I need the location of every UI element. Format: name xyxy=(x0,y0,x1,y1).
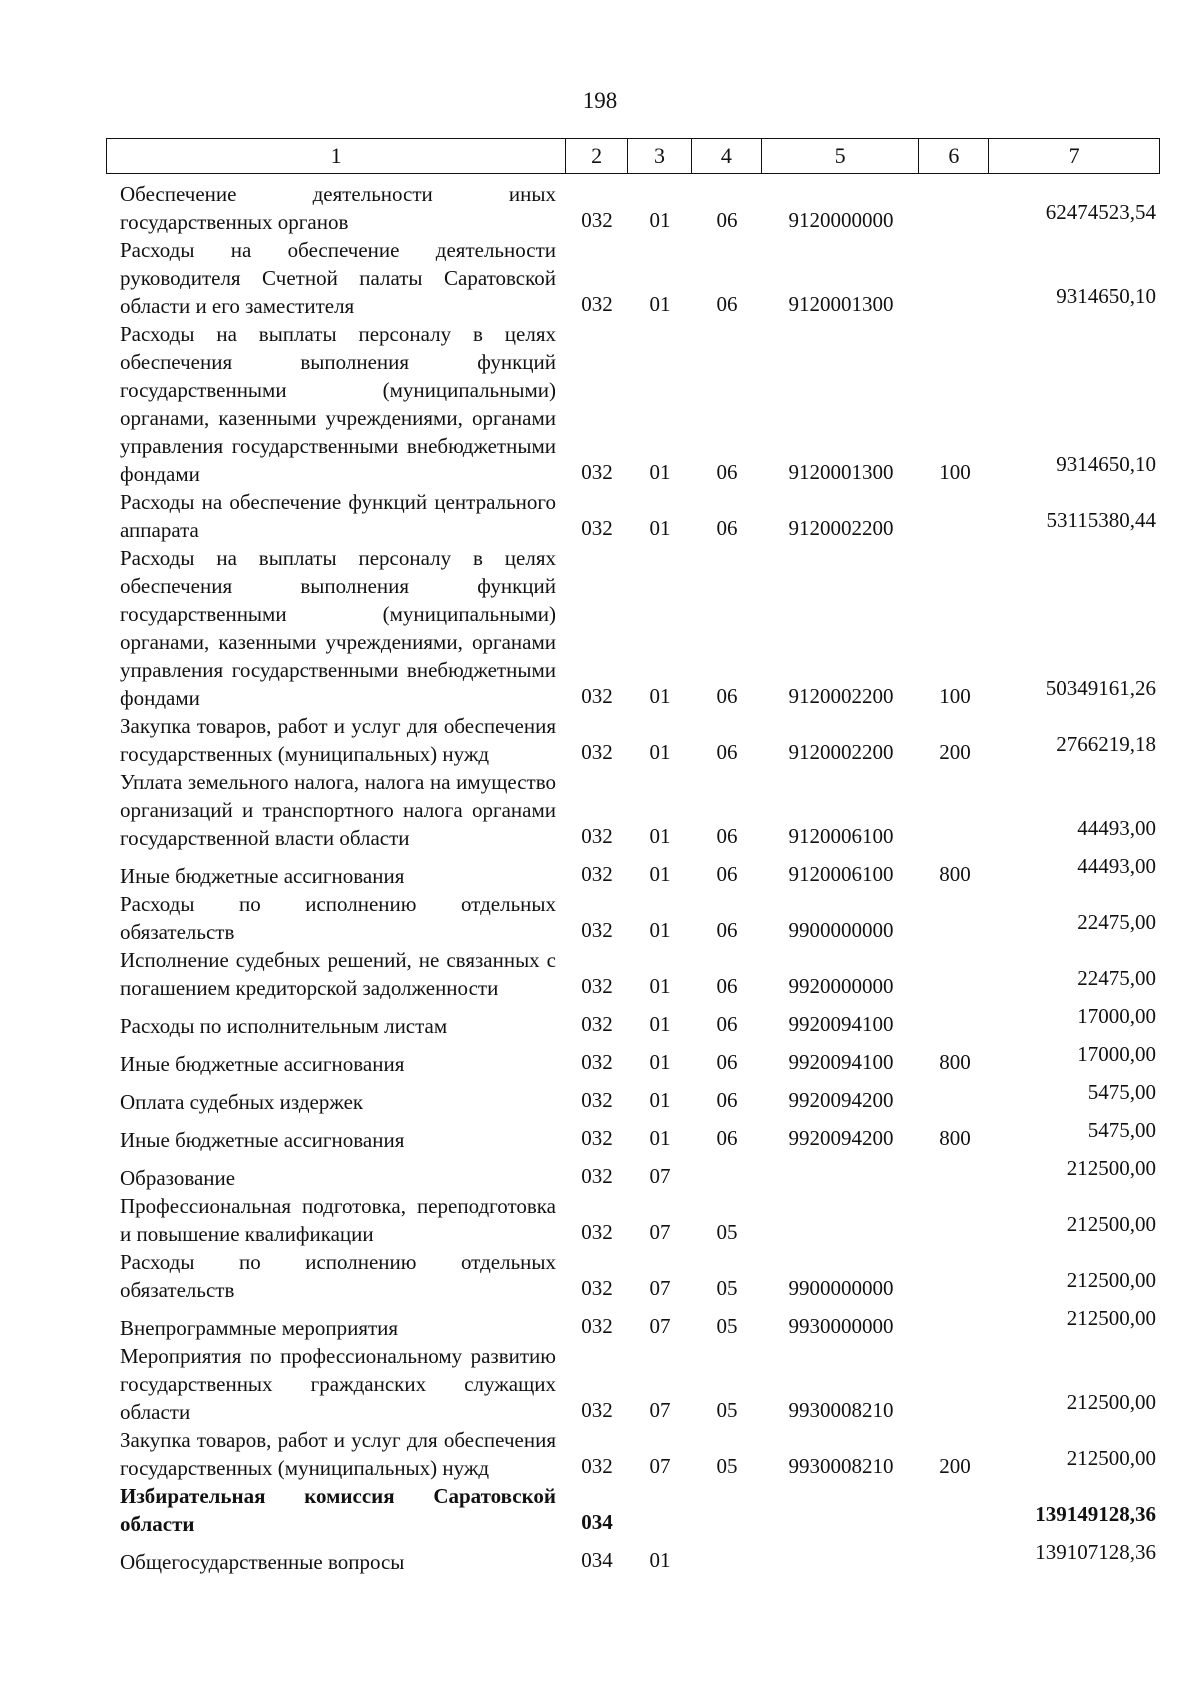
row-amount: 139107128,36 xyxy=(1035,1540,1156,1564)
row-code-4: 06 xyxy=(716,862,738,886)
row-code-2: 032 xyxy=(581,1088,613,1112)
row-code-4: 06 xyxy=(716,460,738,484)
row-code-3: 07 xyxy=(649,1398,671,1422)
row-code-5: 9120006100 xyxy=(788,824,894,848)
table-row xyxy=(106,1192,1160,1248)
row-code-3: 01 xyxy=(649,918,671,942)
row-code-6: 800 xyxy=(939,1126,971,1150)
row-code-3: 01 xyxy=(649,1012,671,1036)
row-amount: 212500,00 xyxy=(1066,1268,1156,1292)
table-row xyxy=(106,768,1160,852)
row-code-2: 032 xyxy=(581,1314,613,1338)
row-code-3: 01 xyxy=(649,516,671,540)
row-code-5: 9120002200 xyxy=(788,516,894,540)
row-code-6: 800 xyxy=(939,1050,971,1074)
row-code-2: 032 xyxy=(581,1454,613,1478)
table-row xyxy=(106,1426,1160,1482)
row-code-5 xyxy=(762,1246,920,1248)
row-code-5: 9120001300 xyxy=(788,292,894,316)
row-code-2: 034 xyxy=(581,1510,613,1534)
row-code-5: 9930000000 xyxy=(788,1314,894,1338)
row-code-2: 032 xyxy=(581,460,613,484)
table-row xyxy=(106,1154,1160,1192)
row-code-3: 01 xyxy=(649,1050,671,1074)
row-name: Иные бюджетные ассигнования xyxy=(120,1052,405,1076)
header-cell-5: 5 xyxy=(762,139,920,173)
row-code-3: 01 xyxy=(649,208,671,232)
row-code-5 xyxy=(762,1536,920,1538)
table-row xyxy=(106,320,1160,488)
row-code-3: 07 xyxy=(649,1276,671,1300)
row-code-2: 032 xyxy=(581,1126,613,1150)
row-code-5: 9920094100 xyxy=(788,1050,894,1074)
row-code-6 xyxy=(920,1574,990,1576)
row-code-3: 01 xyxy=(649,974,671,998)
row-code-3: 07 xyxy=(649,1164,671,1188)
row-code-6 xyxy=(920,1190,990,1192)
header-cell-1: 1 xyxy=(107,139,566,173)
row-amount: 212500,00 xyxy=(1066,1156,1156,1180)
row-amount: 9314650,10 xyxy=(1056,452,1156,476)
header-cell-6: 6 xyxy=(919,139,989,173)
table-row xyxy=(106,236,1160,320)
row-code-5 xyxy=(762,1190,920,1192)
row-amount: 62474523,54 xyxy=(1045,200,1156,224)
row-amount: 17000,00 xyxy=(1077,1042,1156,1066)
row-name: Оплата судебных издержек xyxy=(120,1090,364,1114)
header-cell-3: 3 xyxy=(628,139,692,173)
row-code-5: 9120002200 xyxy=(788,740,894,764)
row-name: Расходы по исполнению отдельных обязательств xyxy=(120,892,556,944)
row-code-2: 032 xyxy=(581,292,613,316)
row-code-6 xyxy=(920,1000,990,1002)
row-code-6 xyxy=(920,850,990,852)
row-code-5: 9930008210 xyxy=(788,1454,894,1478)
row-code-6 xyxy=(920,1340,990,1342)
row-code-6 xyxy=(920,944,990,946)
row-code-4: 06 xyxy=(716,824,738,848)
row-amount: 139149128,36 xyxy=(1035,1502,1156,1526)
row-code-4: 06 xyxy=(716,1126,738,1150)
row-code-6 xyxy=(920,542,990,544)
row-code-6 xyxy=(920,234,990,236)
row-code-2: 032 xyxy=(581,1012,613,1036)
row-code-3: 01 xyxy=(649,292,671,316)
table-row xyxy=(106,1002,1160,1040)
row-name: Расходы на выплаты персоналу в целях обеспечения выполнения функций государственными (муниципальными) органами, казенными учреждениями, органами управления государственными внебюджетными фондами xyxy=(120,322,556,486)
row-code-2: 032 xyxy=(581,740,613,764)
table-row xyxy=(106,1248,1160,1304)
table-row xyxy=(106,180,1160,236)
row-code-2: 032 xyxy=(581,516,613,540)
row-amount: 44493,00 xyxy=(1077,816,1156,840)
row-code-4: 05 xyxy=(716,1454,738,1478)
row-code-2: 032 xyxy=(581,1050,613,1074)
table-row xyxy=(106,1116,1160,1154)
row-amount: 212500,00 xyxy=(1066,1390,1156,1414)
row-amount: 22475,00 xyxy=(1077,910,1156,934)
header-cell-7: 7 xyxy=(1068,143,1080,168)
row-amount: 2766219,18 xyxy=(1056,732,1156,756)
row-code-4: 06 xyxy=(716,516,738,540)
row-code-6: 200 xyxy=(939,740,971,764)
row-name: Исполнение судебных решений, не связанных с погашением кредиторской задолженности xyxy=(120,948,556,1000)
row-name: Иные бюджетные ассигнования xyxy=(120,864,405,888)
row-code-4: 06 xyxy=(716,974,738,998)
row-amount: 22475,00 xyxy=(1077,966,1156,990)
row-amount: 5475,00 xyxy=(1087,1118,1156,1142)
row-code-2: 032 xyxy=(581,208,613,232)
row-code-4: 05 xyxy=(716,1220,738,1244)
table-row xyxy=(106,852,1160,890)
row-code-3: 01 xyxy=(649,684,671,708)
table-body xyxy=(106,180,1160,1576)
row-code-2: 032 xyxy=(581,862,613,886)
row-name: Избирательная комиссия Саратовской области xyxy=(120,1484,556,1536)
row-name: Расходы на обеспечение деятельности руководителя Счетной палаты Саратовской области и его заместителя xyxy=(120,238,556,318)
row-code-4: 06 xyxy=(716,208,738,232)
row-code-4 xyxy=(692,1574,762,1576)
row-code-5: 9120000000 xyxy=(788,208,894,232)
table-row xyxy=(106,1342,1160,1426)
row-code-5: 9120006100 xyxy=(788,862,894,886)
table-row xyxy=(106,1538,1160,1576)
row-code-3: 01 xyxy=(649,740,671,764)
row-code-5: 9120002200 xyxy=(788,684,894,708)
row-code-2: 032 xyxy=(581,974,613,998)
row-amount: 5475,00 xyxy=(1087,1080,1156,1104)
row-code-2: 032 xyxy=(581,1276,613,1300)
row-code-4: 05 xyxy=(716,1398,738,1422)
row-name: Образование xyxy=(120,1166,236,1190)
row-name: Закупка товаров, работ и услуг для обеспечения государственных (муниципальных) нужд xyxy=(120,1428,556,1480)
row-code-4: 06 xyxy=(716,684,738,708)
row-name: Закупка товаров, работ и услуг для обеспечения государственных (муниципальных) нужд xyxy=(120,714,556,766)
row-code-3: 01 xyxy=(649,1126,671,1150)
row-code-5: 9120001300 xyxy=(788,460,894,484)
row-code-6 xyxy=(920,1302,990,1304)
row-name: Расходы на обеспечение функций центрального аппарата xyxy=(120,490,556,542)
row-code-5 xyxy=(762,1574,920,1576)
table-row xyxy=(106,1304,1160,1342)
row-amount: 17000,00 xyxy=(1077,1004,1156,1028)
row-code-3: 01 xyxy=(649,1088,671,1112)
row-code-2: 032 xyxy=(581,1398,613,1422)
row-code-4: 06 xyxy=(716,1088,738,1112)
table-header xyxy=(106,138,1160,174)
row-amount: 9314650,10 xyxy=(1056,284,1156,308)
header-cell-4: 4 xyxy=(692,139,762,173)
row-code-4: 05 xyxy=(716,1314,738,1338)
row-code-5: 9920094200 xyxy=(788,1088,894,1112)
row-amount: 53115380,44 xyxy=(1046,508,1156,532)
table-row xyxy=(106,544,1160,712)
row-code-5: 9920000000 xyxy=(788,974,894,998)
header-cell-2: 2 xyxy=(566,139,628,173)
row-code-4: 06 xyxy=(716,918,738,942)
table-row xyxy=(106,488,1160,544)
row-code-6 xyxy=(920,1038,990,1040)
table-row xyxy=(106,946,1160,1002)
row-code-6: 800 xyxy=(939,862,971,886)
row-code-5: 9930008210 xyxy=(788,1398,894,1422)
row-code-6: 100 xyxy=(939,684,971,708)
row-code-4 xyxy=(692,1536,762,1538)
row-code-2: 032 xyxy=(581,918,613,942)
row-code-3: 07 xyxy=(649,1454,671,1478)
table-row xyxy=(106,1078,1160,1116)
row-code-5: 9920094100 xyxy=(788,1012,894,1036)
row-code-2: 032 xyxy=(581,1220,613,1244)
row-code-6 xyxy=(920,1536,990,1538)
row-code-6 xyxy=(920,318,990,320)
row-code-3: 07 xyxy=(649,1220,671,1244)
row-code-2: 034 xyxy=(581,1548,613,1572)
row-code-6 xyxy=(920,1246,990,1248)
row-name: Уплата земельного налога, налога на имущество организаций и транспортного налога органами государственной власти области xyxy=(120,770,556,850)
row-code-5: 9900000000 xyxy=(788,1276,894,1300)
row-code-6 xyxy=(920,1114,990,1116)
page-number: 198 xyxy=(582,88,618,113)
row-code-5: 9900000000 xyxy=(788,918,894,942)
row-name: Обеспечение деятельности иных государственных органов xyxy=(120,182,556,234)
row-amount: 212500,00 xyxy=(1066,1446,1156,1470)
row-amount: 44493,00 xyxy=(1077,854,1156,878)
row-code-2: 032 xyxy=(581,1164,613,1188)
row-code-4: 06 xyxy=(716,1050,738,1074)
row-name: Мероприятия по профессиональному развитию государственных гражданских служащих области xyxy=(120,1344,556,1424)
table-row xyxy=(106,1482,1160,1538)
row-name: Расходы на выплаты персоналу в целях обеспечения выполнения функций государственными (муниципальными) органами, казенными учреждениями, органами управления государственными внебюджетными фондами xyxy=(120,546,556,710)
row-code-6 xyxy=(920,1424,990,1426)
row-code-2: 032 xyxy=(581,824,613,848)
row-name: Общегосударственные вопросы xyxy=(120,1550,405,1574)
row-name: Иные бюджетные ассигнования xyxy=(120,1128,405,1152)
row-code-4: 05 xyxy=(716,1276,738,1300)
row-name: Расходы по исполнительным листам xyxy=(120,1014,448,1038)
row-name: Внепрограммные мероприятия xyxy=(120,1316,399,1340)
row-code-3: 01 xyxy=(649,1548,671,1572)
row-code-5: 9920094200 xyxy=(788,1126,894,1150)
row-code-4: 06 xyxy=(716,292,738,316)
row-code-3: 01 xyxy=(649,862,671,886)
row-name: Профессиональная подготовка, переподготовка и повышение квалификации xyxy=(120,1194,556,1246)
row-code-4: 06 xyxy=(716,1012,738,1036)
row-code-3 xyxy=(628,1536,692,1538)
row-code-6: 200 xyxy=(939,1454,971,1478)
row-code-3: 01 xyxy=(649,460,671,484)
row-code-4: 06 xyxy=(716,740,738,764)
row-amount: 50349161,26 xyxy=(1045,676,1156,700)
row-code-2: 032 xyxy=(581,684,613,708)
table-row xyxy=(106,1040,1160,1078)
row-code-4 xyxy=(692,1190,762,1192)
row-code-6: 100 xyxy=(939,460,971,484)
row-code-3: 01 xyxy=(649,824,671,848)
row-amount: 212500,00 xyxy=(1066,1212,1156,1236)
table-row xyxy=(106,712,1160,768)
row-amount: 212500,00 xyxy=(1066,1306,1156,1330)
row-name: Расходы по исполнению отдельных обязательств xyxy=(120,1250,556,1302)
row-code-3: 07 xyxy=(649,1314,671,1338)
table-row xyxy=(106,890,1160,946)
